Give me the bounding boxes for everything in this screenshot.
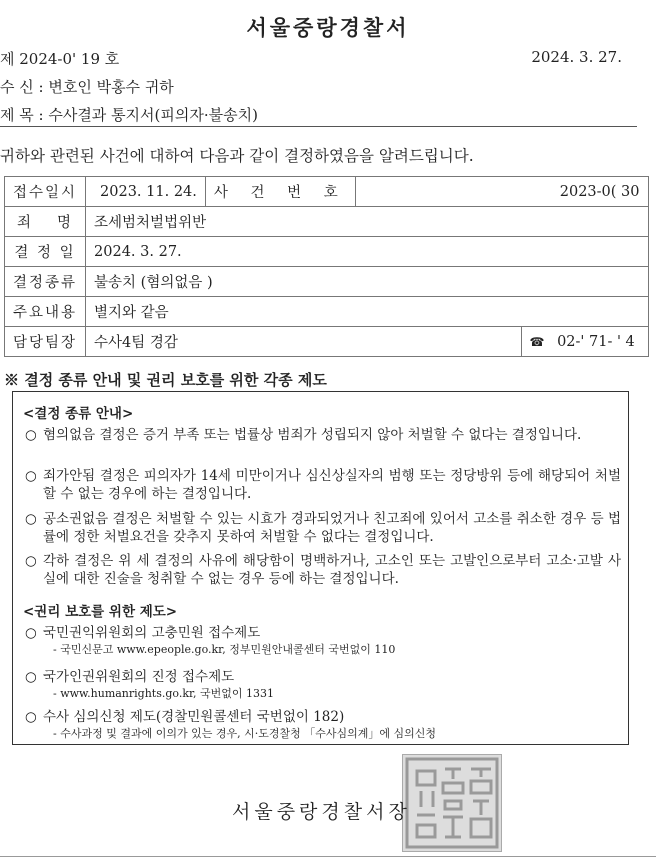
- case-number-value: 2023-0( 30: [355, 177, 648, 207]
- footer-divider: [0, 856, 656, 857]
- intro-text: 귀하와 관련된 사건에 대하여 다음과 같이 결정하였음을 알려드립니다.: [0, 147, 474, 165]
- subject-line: 제 목 : 수사결과 통지서(피의자·불송치): [0, 106, 258, 124]
- list-item: ○ 혐의없음 결정은 증거 부족 또는 법률상 범죄가 성립되지 않아 처벌할 수 없다는 결정입니다.: [25, 427, 582, 443]
- table-row: [5, 207, 649, 237]
- team-label: 담당팀장: [5, 327, 86, 357]
- bullet-icon: ○: [25, 427, 37, 443]
- bullet-icon: ○: [25, 625, 37, 641]
- header-divider: [0, 126, 637, 127]
- decision-guide-heading: <결정 종류 안내>: [23, 406, 134, 422]
- main-content-label: 주요내용: [5, 297, 86, 327]
- document-date: 2024. 3. 27.: [531, 48, 622, 66]
- table-row: [5, 297, 649, 327]
- table-row: [5, 267, 649, 297]
- case-number-label: 사 건 번 호: [205, 177, 355, 207]
- received-label: 접수일시: [5, 177, 86, 207]
- bullet-icon: ○: [25, 511, 37, 527]
- rights-heading: <권리 보호를 위한 제도>: [23, 604, 178, 620]
- notice-heading: ※ 결정 종류 안내 및 권리 보호를 위한 각종 제도: [4, 371, 327, 389]
- list-item: ○ 각하 결정은 위 세 결정의 사유에 해당함이 명백하거나, 고소인 또는 고발인으로부터 고소·고발 사실에 대한 진술을 청취할 수 없는 경우 등에 하는 결정입니다.: [25, 553, 621, 587]
- bullet-icon: ○: [25, 553, 37, 569]
- recipient-line: 수 신 : 변호인 박홍수 귀하: [0, 78, 174, 96]
- phone-cell: [521, 327, 648, 357]
- received-value: 2023. 11. 24.: [86, 177, 206, 207]
- document-number: 제 2024-0' 19 호: [0, 50, 120, 68]
- list-item: ○ 국민권익위원회의 고충민원 접수제도 - 국민신문고 www.epeople.go.kr, 정부민원안내콜센터 국번없이 110: [25, 625, 396, 656]
- decision-type-value: 불송치 (혐의없음 ): [86, 267, 648, 297]
- bullet-icon: ○: [25, 669, 37, 685]
- decision-date-label: 결 정 일: [5, 237, 86, 267]
- list-item: ○ 공소권없음 결정은 처벌할 수 있는 시효가 경과되었거나 친고죄에 있어서 고소를 취소한 경우 등 법률에 정한 처벌요건을 갖추지 못하여 처벌할 수 없다는 결정입니다.: [25, 511, 621, 545]
- issuer-name: 서울중랑경찰서장: [232, 801, 411, 823]
- decision-type-label: 결정종류: [5, 267, 86, 297]
- decision-date-value: 2024. 3. 27.: [86, 237, 648, 267]
- phone-number: 02-' 71- ' 4: [557, 333, 635, 350]
- charge-value: 조세범처벌법위반: [86, 207, 648, 237]
- charge-label: 죄 명: [5, 207, 86, 237]
- table-row: [5, 177, 649, 207]
- document-title: 서울중랑경찰서: [246, 15, 410, 40]
- team-value: 수사4팀 경감: [86, 327, 521, 357]
- list-item: ○ 죄가안됨 결정은 피의자가 14세 미만이거나 심신상실자의 범행 또는 정당방위 등에 해당되어 처벌할 수 없는 경우에 하는 결정입니다.: [25, 468, 621, 502]
- notice-box: [12, 391, 629, 745]
- list-item: ○ 국가인권위원회의 진정 접수제도 - www.humanrights.go.kr, 국번없이 1331: [25, 669, 275, 700]
- table-row: [5, 327, 649, 357]
- case-info-table: [4, 176, 649, 357]
- list-item: ○ 수사 심의신청 제도(경찰민원콜센터 국번없이 182) - 수사과정 및 결과에 이의가 있는 경우, 시·도경찰청 「수사심의계」에 심의신청: [25, 709, 436, 740]
- phone-icon: ☎: [529, 334, 545, 349]
- table-row: [5, 237, 649, 267]
- main-content-value: 별지와 같음: [86, 297, 648, 327]
- bullet-icon: ○: [25, 468, 37, 484]
- bullet-icon: ○: [25, 709, 37, 725]
- official-seal-icon: [402, 754, 502, 852]
